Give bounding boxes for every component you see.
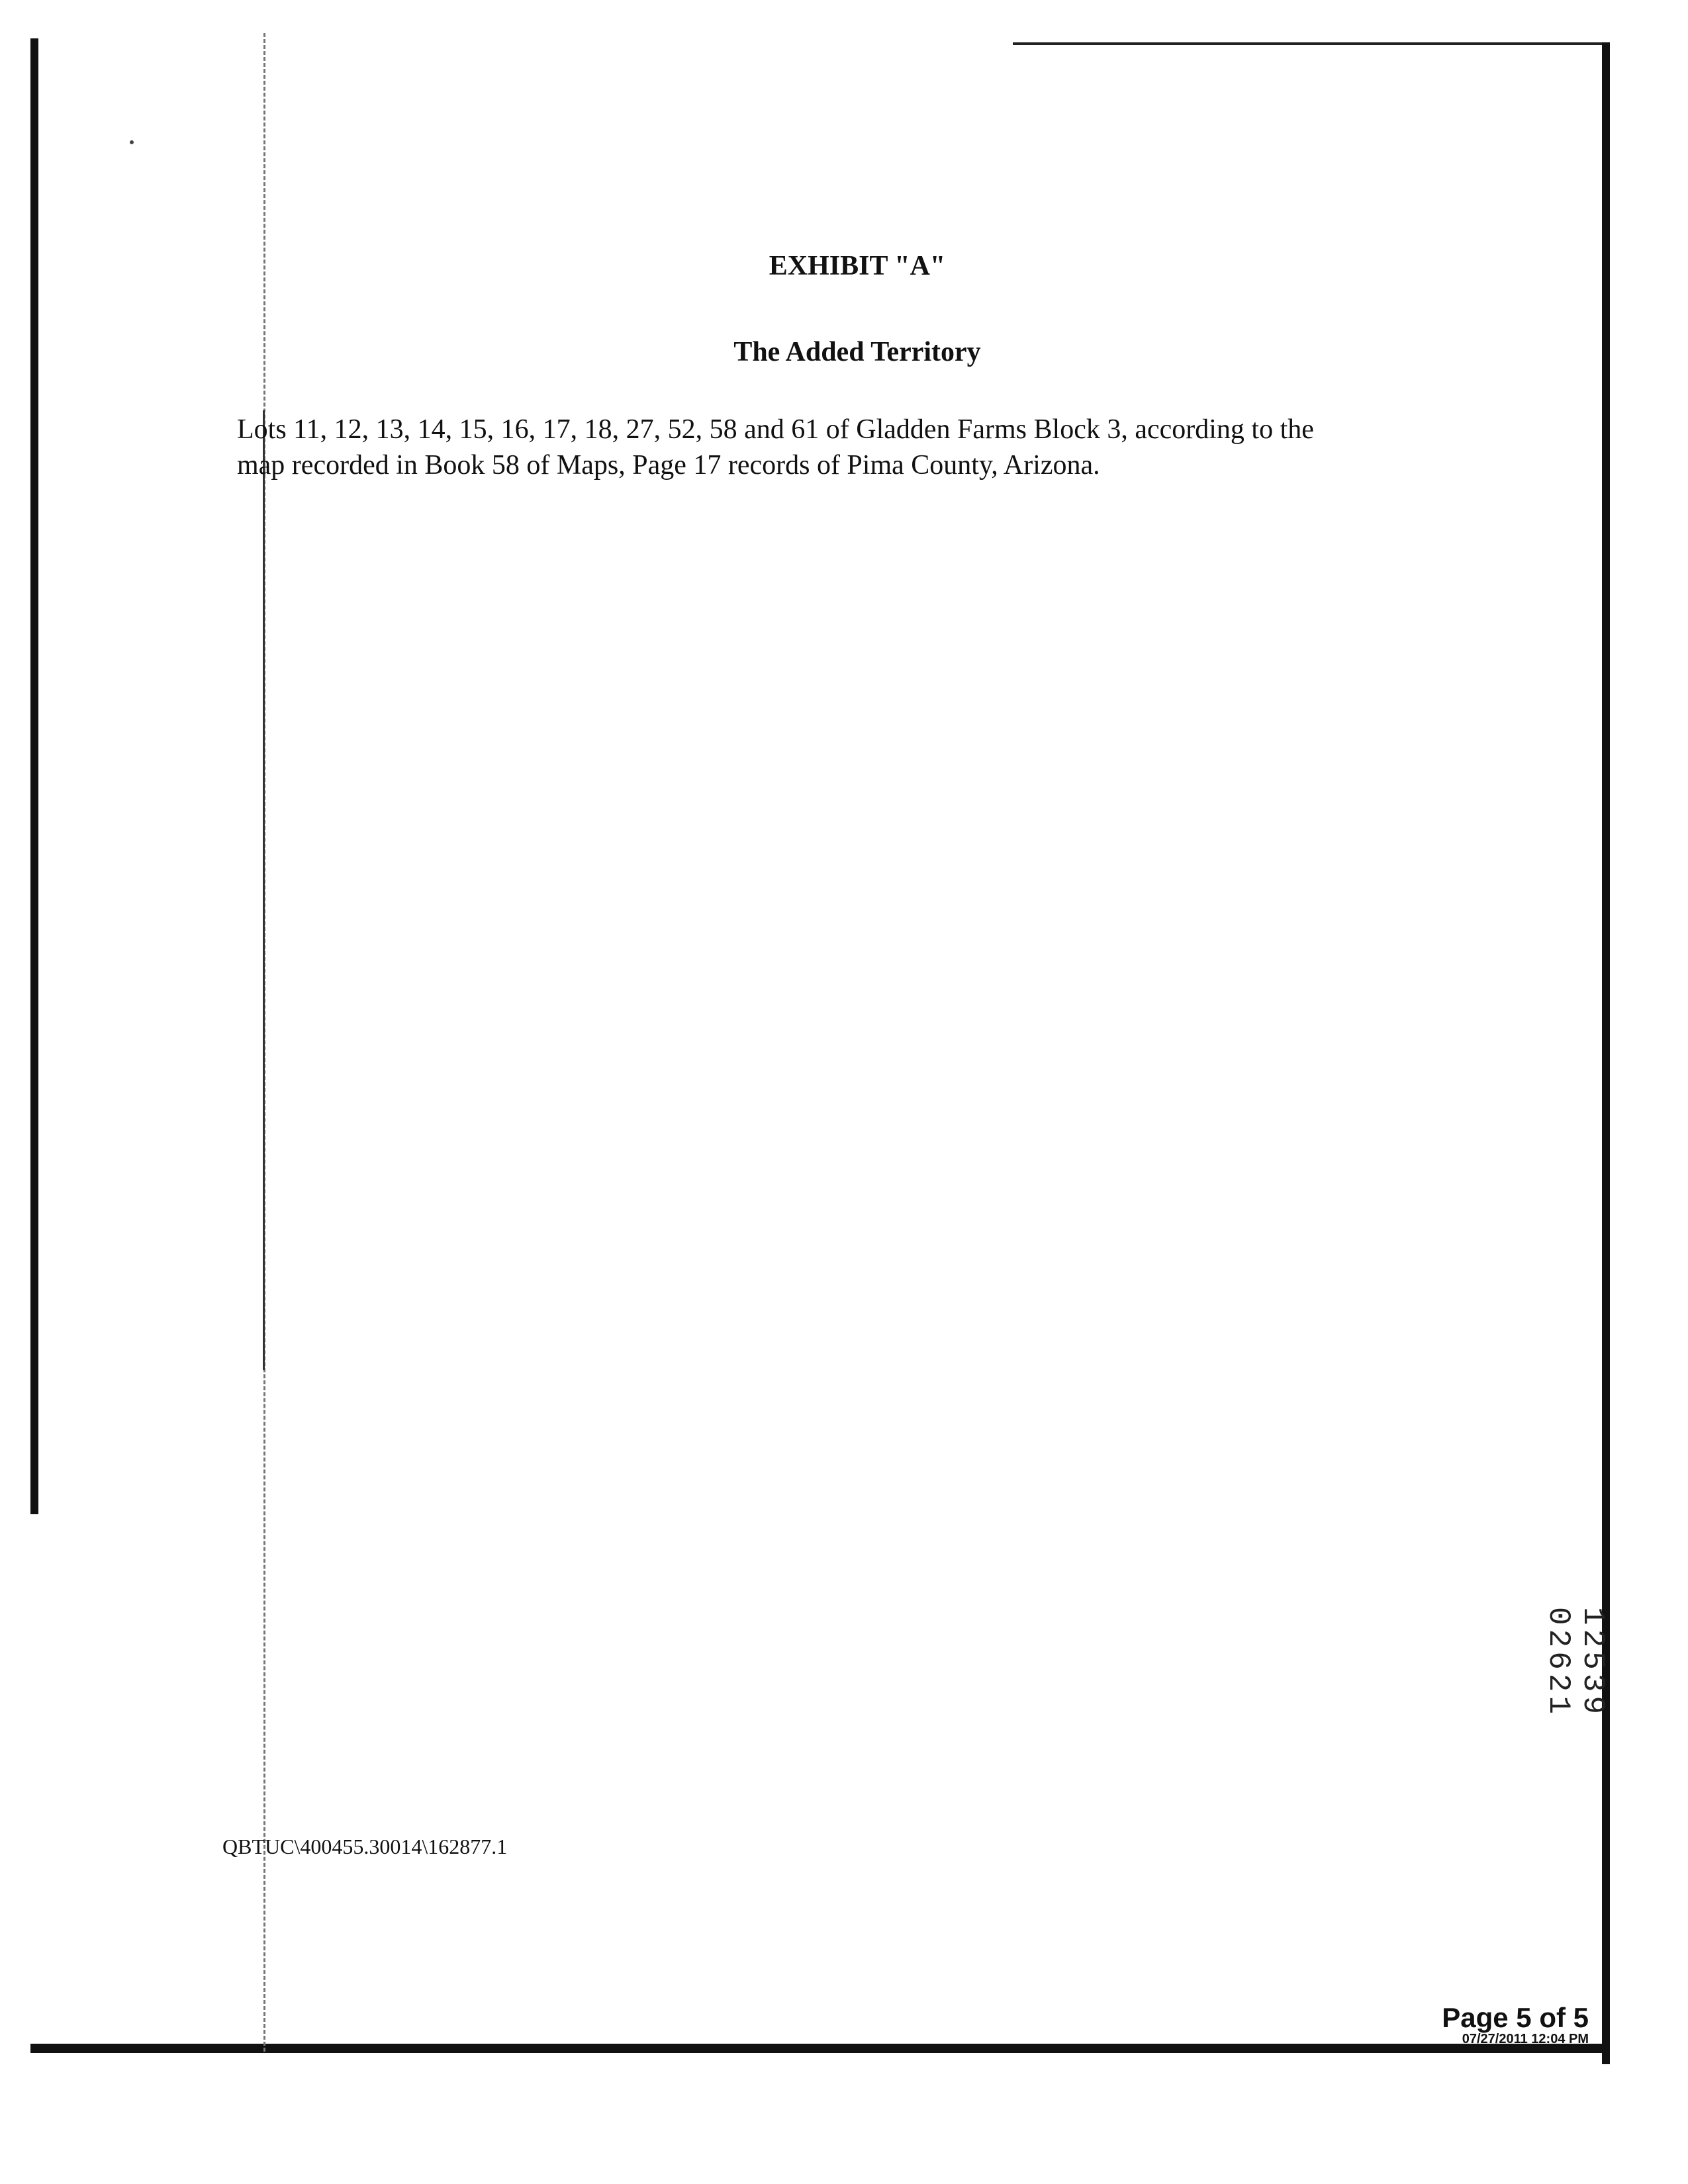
scan-speck bbox=[130, 140, 134, 144]
legal-description-line-1: Lots 11, 12, 13, 14, 15, 16, 17, 18, 27, 52, 58 and 61 of Gladden Farms Block 3, according to the bbox=[237, 414, 1314, 445]
scan-artifact-line-solid bbox=[263, 410, 265, 1370]
exhibit-subtitle: The Added Territory bbox=[733, 337, 981, 367]
page-timestamp: 07/27/2011 12:04 PM bbox=[1462, 2032, 1589, 2046]
scan-border-top bbox=[1013, 42, 1609, 45]
document-reference: QBTUC\400455.30014\162877.1 bbox=[222, 1835, 508, 1858]
legal-description bbox=[237, 412, 1495, 483]
exhibit-title: EXHIBIT "A" bbox=[769, 251, 946, 281]
page-number: Page 5 of 5 bbox=[1442, 2002, 1589, 2033]
scan-border-bottom bbox=[30, 2044, 1610, 2053]
legal-description-line-2: map recorded in Book 58 of Maps, Page 17 records of Pima County, Arizona. bbox=[237, 450, 1100, 480]
recording-stamp: 12539 02621 bbox=[1541, 1606, 1610, 1719]
